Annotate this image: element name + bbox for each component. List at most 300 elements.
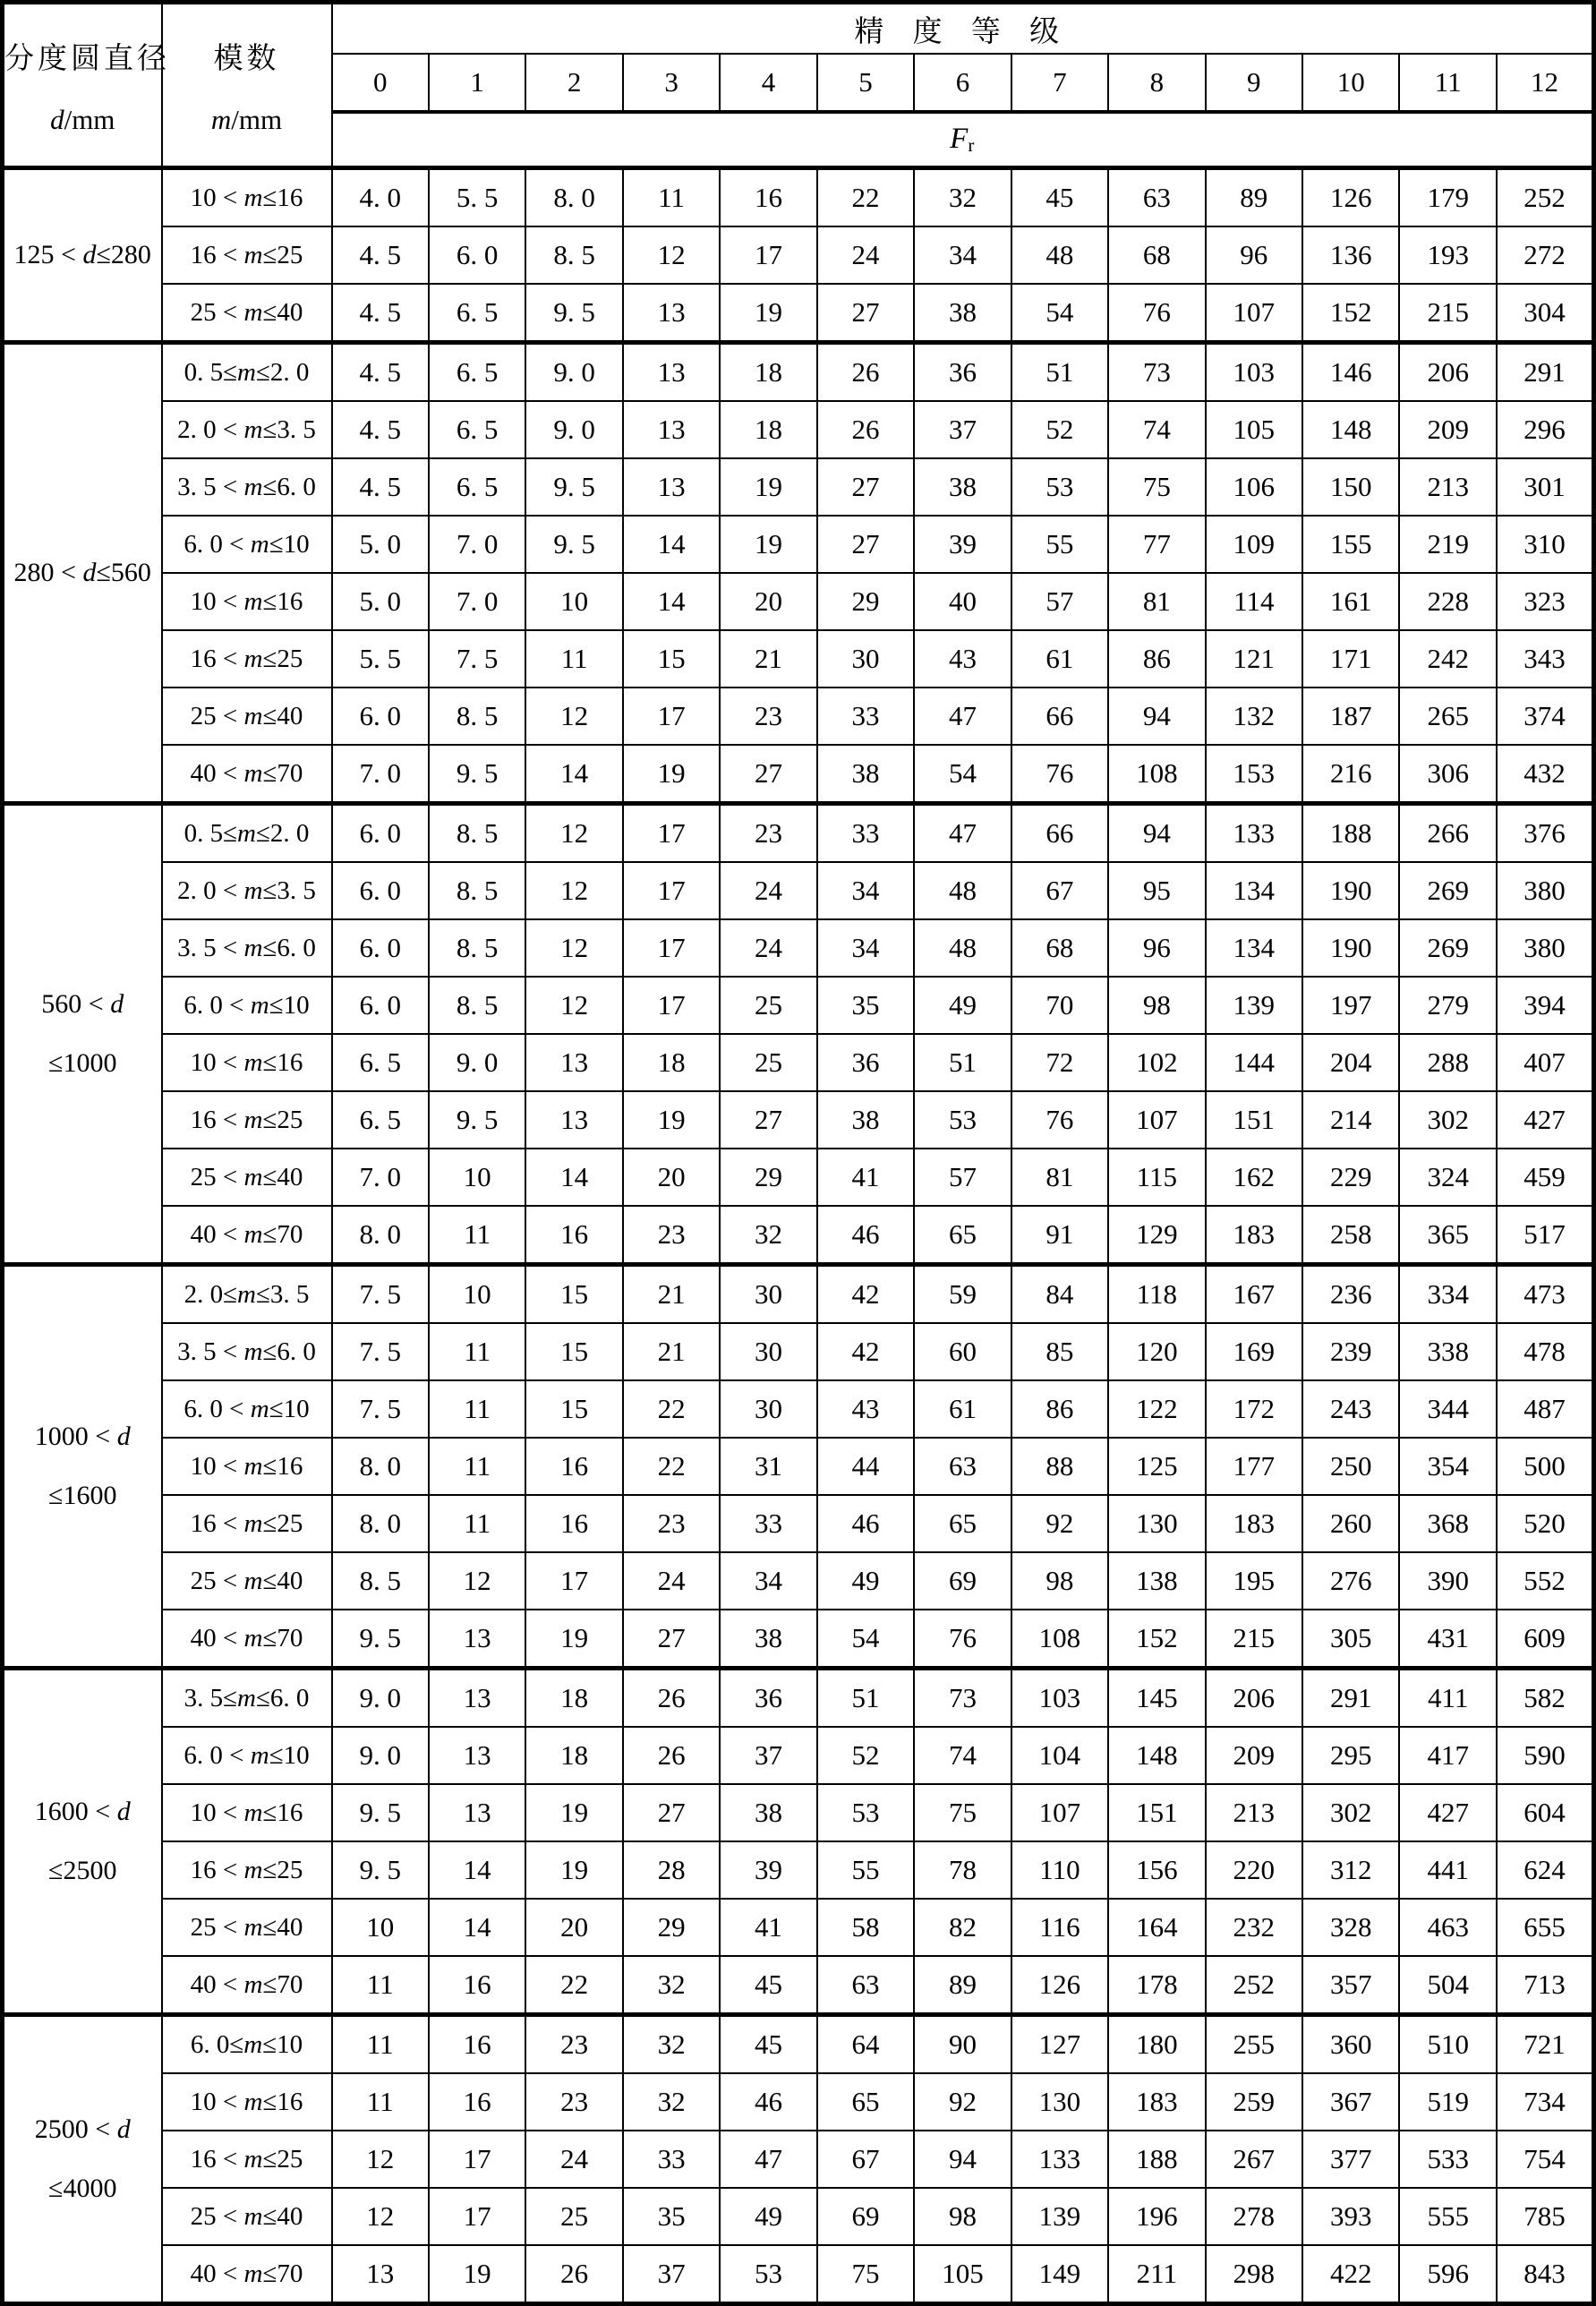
fr-value-cell: 288 [1399, 1034, 1496, 1091]
fr-value-cell: 43 [914, 630, 1011, 688]
fr-value-cell: 228 [1399, 573, 1496, 630]
fr-value-cell: 7. 0 [332, 1149, 429, 1206]
fr-value-cell: 54 [1011, 284, 1108, 343]
fr-value-cell: 96 [1206, 226, 1302, 284]
m-range-cell: 25 < m≤40 [162, 284, 332, 343]
fr-value-cell: 209 [1206, 1727, 1302, 1784]
fr-value-cell: 22 [525, 1956, 622, 2015]
fr-value-cell: 121 [1206, 630, 1302, 688]
table-row [3, 1149, 1594, 1206]
fr-value-cell: 107 [1206, 284, 1302, 343]
fr-value-cell: 180 [1108, 2015, 1205, 2074]
fr-value-cell: 14 [429, 1899, 525, 1956]
fr-value-cell: 38 [817, 1091, 914, 1149]
fr-value-cell: 590 [1497, 1727, 1594, 1784]
fr-value-cell: 368 [1399, 1495, 1496, 1552]
fr-value-cell: 427 [1497, 1091, 1594, 1149]
fr-value-cell: 26 [817, 401, 914, 458]
m-range-cell: 10 < m≤16 [162, 168, 332, 227]
fr-value-cell: 125 [1108, 1438, 1205, 1495]
fr-value-cell: 53 [720, 2245, 816, 2304]
grade-col-header: 9 [1206, 54, 1302, 112]
fr-value-cell: 785 [1497, 2188, 1594, 2245]
fr-value-cell: 58 [817, 1899, 914, 1956]
fr-value-cell: 9. 0 [525, 401, 622, 458]
fr-value-cell: 17 [429, 2188, 525, 2245]
fr-value-cell: 16 [525, 1206, 622, 1265]
m-range-cell: 25 < m≤40 [162, 2188, 332, 2245]
fr-value-cell: 4. 5 [332, 401, 429, 458]
m-range-cell: 25 < m≤40 [162, 688, 332, 745]
fr-value-cell: 13 [429, 1727, 525, 1784]
fr-value-cell: 243 [1302, 1380, 1399, 1438]
fr-value-cell: 54 [817, 1610, 914, 1669]
fr-value-cell: 105 [1206, 401, 1302, 458]
table-row [3, 1438, 1594, 1495]
fr-value-cell: 721 [1497, 2015, 1594, 2074]
fr-value-cell: 139 [1011, 2188, 1108, 2245]
fr-value-cell: 86 [1011, 1380, 1108, 1438]
fr-value-cell: 106 [1206, 458, 1302, 516]
table-row [3, 343, 1594, 402]
fr-value-cell: 242 [1399, 630, 1496, 688]
fr-value-cell: 30 [720, 1265, 816, 1324]
fr-value-cell: 75 [1108, 458, 1205, 516]
table-row [3, 1899, 1594, 1956]
fr-value-cell: 118 [1108, 1265, 1205, 1324]
fr-value-cell: 301 [1497, 458, 1594, 516]
fr-value-cell: 13 [623, 343, 720, 402]
m-range-cell: 40 < m≤70 [162, 1956, 332, 2015]
fr-value-cell: 24 [720, 919, 816, 977]
fr-value-cell: 38 [914, 458, 1011, 516]
fr-value-cell: 29 [623, 1899, 720, 1956]
fr-value-cell: 215 [1206, 1610, 1302, 1669]
fr-value-cell: 12 [332, 2188, 429, 2245]
fr-value-cell: 22 [623, 1380, 720, 1438]
fr-value-cell: 8. 5 [332, 1552, 429, 1610]
table-row [3, 1727, 1594, 1784]
fr-value-cell: 15 [525, 1265, 622, 1324]
fr-value-cell: 47 [720, 2131, 816, 2188]
fr-value-cell: 11 [623, 168, 720, 227]
fr-value-cell: 604 [1497, 1784, 1594, 1841]
fr-value-cell: 7. 5 [332, 1323, 429, 1380]
fr-value-cell: 27 [623, 1784, 720, 1841]
table-row [3, 2073, 1594, 2131]
fr-value-cell: 107 [1108, 1091, 1205, 1149]
fr-value-cell: 4. 5 [332, 343, 429, 402]
fr-value-cell: 74 [1108, 401, 1205, 458]
fr-value-cell: 13 [429, 1784, 525, 1841]
fr-value-cell: 6. 0 [332, 804, 429, 863]
table-row [3, 226, 1594, 284]
fr-value-cell: 64 [817, 2015, 914, 2074]
table-row [3, 1784, 1594, 1841]
fr-value-cell: 37 [623, 2245, 720, 2304]
fr-value-cell: 6. 0 [429, 226, 525, 284]
fr-value-cell: 4. 5 [332, 284, 429, 343]
grade-col-header: 6 [914, 54, 1011, 112]
fr-value-cell: 12 [623, 226, 720, 284]
fr-value-cell: 298 [1206, 2245, 1302, 2304]
fr-value-cell: 70 [1011, 977, 1108, 1034]
fr-value-cell: 65 [914, 1495, 1011, 1552]
fr-value-cell: 843 [1497, 2245, 1594, 2304]
fr-value-cell: 129 [1108, 1206, 1205, 1265]
col-header-diameter [3, 3, 170, 168]
m-range-cell: 10 < m≤16 [162, 1438, 332, 1495]
fr-value-cell: 8. 5 [429, 977, 525, 1034]
fr-value-cell: 94 [1108, 688, 1205, 745]
fr-value-cell: 18 [720, 401, 816, 458]
m-range-cell: 16 < m≤25 [162, 630, 332, 688]
fr-value-cell: 73 [1108, 343, 1205, 402]
table-row [3, 401, 1594, 458]
fr-value-cell: 12 [525, 688, 622, 745]
fr-value-cell: 107 [1011, 1784, 1108, 1841]
fr-value-cell: 57 [914, 1149, 1011, 1206]
fr-value-cell: 149 [1011, 2245, 1108, 2304]
table-row [3, 919, 1594, 977]
fr-value-cell: 103 [1206, 343, 1302, 402]
fr-value-cell: 89 [914, 1956, 1011, 2015]
fr-value-cell: 624 [1497, 1841, 1594, 1899]
fr-value-cell: 136 [1302, 226, 1399, 284]
grade-col-header: 7 [1011, 54, 1108, 112]
fr-value-cell: 25 [720, 977, 816, 1034]
fr-value-cell: 148 [1108, 1727, 1205, 1784]
fr-value-cell: 43 [817, 1380, 914, 1438]
fr-value-cell: 57 [1011, 573, 1108, 630]
fr-value-cell: 151 [1206, 1091, 1302, 1149]
fr-value-cell: 10 [525, 573, 622, 630]
table-row [3, 977, 1594, 1034]
fr-value-cell: 37 [720, 1727, 816, 1784]
diameter-title: 分度圆直径 [4, 42, 170, 75]
fr-value-cell: 148 [1302, 401, 1399, 458]
fr-value-cell: 259 [1206, 2073, 1302, 2131]
fr-value-cell: 19 [525, 1610, 622, 1669]
table-row [3, 1669, 1594, 1728]
fr-value-cell: 10 [429, 1265, 525, 1324]
fr-value-cell: 252 [1497, 168, 1594, 227]
fr-value-cell: 18 [525, 1727, 622, 1784]
fr-value-cell: 51 [914, 1034, 1011, 1091]
table-row [3, 1841, 1594, 1899]
fr-value-cell: 11 [429, 1438, 525, 1495]
fr-value-cell: 196 [1108, 2188, 1205, 2245]
fr-value-cell: 26 [623, 1727, 720, 1784]
table-row [3, 688, 1594, 745]
fr-value-cell: 24 [623, 1552, 720, 1610]
fr-value-cell: 216 [1302, 745, 1399, 804]
m-range-cell: 40 < m≤70 [162, 1610, 332, 1669]
m-range-cell: 40 < m≤70 [162, 745, 332, 804]
fr-value-cell: 213 [1206, 1784, 1302, 1841]
fr-value-cell: 306 [1399, 745, 1496, 804]
fr-value-cell: 27 [720, 745, 816, 804]
grade-col-header: 1 [429, 54, 525, 112]
fr-value-cell: 6. 0 [332, 862, 429, 919]
fr-value-cell: 63 [914, 1438, 1011, 1495]
fr-value-cell: 24 [720, 862, 816, 919]
fr-value-cell: 120 [1108, 1323, 1205, 1380]
fr-value-cell: 14 [429, 1841, 525, 1899]
fr-value-cell: 27 [817, 284, 914, 343]
fr-value-cell: 23 [720, 688, 816, 745]
fr-value-cell: 88 [1011, 1438, 1108, 1495]
d-range-cell: 125 < d≤280 [3, 168, 162, 343]
fr-value-cell: 432 [1497, 745, 1594, 804]
fr-value-cell: 127 [1011, 2015, 1108, 2074]
fr-value-cell: 266 [1399, 804, 1496, 863]
fr-value-cell: 487 [1497, 1380, 1594, 1438]
m-range-cell: 3. 5≤m≤6. 0 [162, 1669, 332, 1728]
table-row [3, 745, 1594, 804]
fr-value-cell: 17 [429, 2131, 525, 2188]
fr-value-cell: 23 [525, 2073, 622, 2131]
fr-value-cell: 7. 0 [429, 573, 525, 630]
fr-value-cell: 39 [914, 516, 1011, 573]
fr-value-cell: 380 [1497, 919, 1594, 977]
fr-value-cell: 393 [1302, 2188, 1399, 2245]
grade-col-header: 2 [525, 54, 622, 112]
table-row [3, 1034, 1594, 1091]
fr-value-cell: 17 [623, 804, 720, 863]
fr-value-cell: 150 [1302, 458, 1399, 516]
fr-value-cell: 126 [1302, 168, 1399, 227]
table-row [3, 1495, 1594, 1552]
fr-value-cell: 11 [332, 2015, 429, 2074]
fr-value-cell: 520 [1497, 1495, 1594, 1552]
fr-value-cell: 34 [817, 919, 914, 977]
fr-value-cell: 53 [1011, 458, 1108, 516]
fr-value-cell: 25 [525, 2188, 622, 2245]
fr-value-cell: 76 [914, 1610, 1011, 1669]
fr-value-cell: 215 [1399, 284, 1496, 343]
fr-value-cell: 9. 5 [525, 284, 622, 343]
fr-value-cell: 139 [1206, 977, 1302, 1034]
fr-value-cell: 122 [1108, 1380, 1205, 1438]
fr-value-cell: 45 [720, 2015, 816, 2074]
fr-value-cell: 519 [1399, 2073, 1496, 2131]
fr-value-cell: 10 [332, 1899, 429, 1956]
table-row [3, 1956, 1594, 2015]
fr-value-cell: 94 [1108, 804, 1205, 863]
fr-value-cell: 38 [720, 1784, 816, 1841]
fr-value-cell: 103 [1011, 1669, 1108, 1728]
fr-value-cell: 146 [1302, 343, 1399, 402]
table-row [3, 2131, 1594, 2188]
fr-value-cell: 9. 5 [429, 745, 525, 804]
table-row [3, 630, 1594, 688]
fr-value-cell: 42 [817, 1323, 914, 1380]
grade-col-header: 0 [332, 54, 429, 112]
table-body [3, 168, 1594, 2304]
fr-value-cell: 41 [817, 1149, 914, 1206]
fr-value-cell: 236 [1302, 1265, 1399, 1324]
table-row [3, 1610, 1594, 1669]
grade-col-header: 4 [720, 54, 816, 112]
fr-value-cell: 75 [817, 2245, 914, 2304]
fr-value-cell: 411 [1399, 1669, 1496, 1728]
fr-value-cell: 85 [1011, 1323, 1108, 1380]
fr-value-cell: 27 [720, 1091, 816, 1149]
m-range-cell: 25 < m≤40 [162, 1149, 332, 1206]
m-range-cell: 16 < m≤25 [162, 1091, 332, 1149]
fr-value-cell: 19 [525, 1841, 622, 1899]
fr-value-cell: 12 [525, 919, 622, 977]
fr-value-cell: 27 [623, 1610, 720, 1669]
fr-value-cell: 92 [1011, 1495, 1108, 1552]
fr-value-cell: 304 [1497, 284, 1594, 343]
fr-value-cell: 14 [623, 573, 720, 630]
fr-value-cell: 54 [914, 745, 1011, 804]
fr-value-cell: 81 [1011, 1149, 1108, 1206]
fr-value-cell: 390 [1399, 1552, 1496, 1610]
fr-value-cell: 258 [1302, 1206, 1399, 1265]
fr-value-cell: 32 [623, 2015, 720, 2074]
m-range-cell: 40 < m≤70 [162, 2245, 332, 2304]
fr-value-cell: 47 [914, 688, 1011, 745]
table-row [3, 1380, 1594, 1438]
fr-value-cell: 15 [623, 630, 720, 688]
fr-value-cell: 6. 0 [332, 919, 429, 977]
fr-value-cell: 427 [1399, 1784, 1496, 1841]
fr-value-cell: 167 [1206, 1265, 1302, 1324]
fr-value-cell: 13 [429, 1669, 525, 1728]
fr-symbol: F [950, 122, 969, 155]
fr-value-cell: 67 [817, 2131, 914, 2188]
fr-value-cell: 206 [1206, 1669, 1302, 1728]
fr-value-cell: 12 [332, 2131, 429, 2188]
fr-value-cell: 59 [914, 1265, 1011, 1324]
fr-value-cell: 179 [1399, 168, 1496, 227]
fr-value-cell: 16 [720, 168, 816, 227]
fr-value-cell: 188 [1108, 2131, 1205, 2188]
grade-col-header: 8 [1108, 54, 1205, 112]
fr-value-cell: 35 [817, 977, 914, 1034]
fr-value-cell: 9. 5 [332, 1841, 429, 1899]
fr-value-cell: 164 [1108, 1899, 1205, 1956]
fr-value-cell: 265 [1399, 688, 1496, 745]
fr-value-cell: 504 [1399, 1956, 1496, 2015]
fr-value-cell: 104 [1011, 1727, 1108, 1784]
fr-value-cell: 38 [914, 284, 1011, 343]
fr-value-cell: 20 [525, 1899, 622, 1956]
fr-value-cell: 407 [1497, 1034, 1594, 1091]
fr-value-cell: 144 [1206, 1034, 1302, 1091]
fr-value-cell: 302 [1302, 1784, 1399, 1841]
fr-value-cell: 734 [1497, 2073, 1594, 2131]
fr-value-cell: 92 [914, 2073, 1011, 2131]
header-row-top [3, 3, 1594, 55]
fr-value-cell: 229 [1302, 1149, 1399, 1206]
fr-value-cell: 6. 5 [429, 458, 525, 516]
fr-value-cell: 209 [1399, 401, 1496, 458]
fr-value-cell: 291 [1497, 343, 1594, 402]
fr-value-cell: 81 [1108, 573, 1205, 630]
fr-value-cell: 16 [429, 1956, 525, 2015]
fr-value-cell: 16 [429, 2015, 525, 2074]
fr-value-cell: 26 [817, 343, 914, 402]
fr-value-cell: 26 [525, 2245, 622, 2304]
fr-value-cell: 7. 0 [332, 745, 429, 804]
fr-value-cell: 324 [1399, 1149, 1496, 1206]
fr-value-cell: 334 [1399, 1265, 1496, 1324]
fr-value-cell: 114 [1206, 573, 1302, 630]
fr-value-cell: 46 [817, 1206, 914, 1265]
fr-value-cell: 52 [1011, 401, 1108, 458]
fr-value-cell: 13 [332, 2245, 429, 2304]
fr-value-cell: 47 [914, 804, 1011, 863]
fr-value-cell: 323 [1497, 573, 1594, 630]
fr-value-cell: 23 [623, 1206, 720, 1265]
fr-value-cell: 95 [1108, 862, 1205, 919]
fr-value-cell: 8. 5 [429, 919, 525, 977]
fr-value-cell: 380 [1497, 862, 1594, 919]
fr-value-cell: 68 [1108, 226, 1205, 284]
fr-value-cell: 152 [1108, 1610, 1205, 1669]
fr-value-cell: 20 [623, 1149, 720, 1206]
fr-subscript: r [968, 134, 975, 157]
fr-value-cell: 96 [1108, 919, 1205, 977]
fr-value-cell: 8. 0 [332, 1438, 429, 1495]
fr-value-cell: 422 [1302, 2245, 1399, 2304]
fr-value-cell: 19 [720, 458, 816, 516]
fr-value-cell: 8. 0 [332, 1495, 429, 1552]
table-row [3, 2245, 1594, 2304]
fr-value-cell: 61 [1011, 630, 1108, 688]
fr-value-cell: 34 [914, 226, 1011, 284]
grade-col-header: 3 [623, 54, 720, 112]
fr-value-cell: 51 [1011, 343, 1108, 402]
fr-value-cell: 11 [332, 2073, 429, 2131]
fr-value-cell: 25 [720, 1034, 816, 1091]
fr-value-cell: 73 [914, 1669, 1011, 1728]
fr-value-cell: 134 [1206, 919, 1302, 977]
fr-value-cell: 21 [623, 1323, 720, 1380]
fr-value-cell: 36 [720, 1669, 816, 1728]
fr-value-cell: 260 [1302, 1495, 1399, 1552]
fr-value-cell: 16 [525, 1495, 622, 1552]
fr-value-cell: 13 [429, 1610, 525, 1669]
fr-value-cell: 9. 0 [525, 343, 622, 402]
fr-value-cell: 13 [623, 401, 720, 458]
fr-value-cell: 463 [1399, 1899, 1496, 1956]
m-range-cell: 2. 0 < m≤3. 5 [162, 401, 332, 458]
fr-value-cell: 17 [525, 1552, 622, 1610]
table-row [3, 2188, 1594, 2245]
table-row [3, 458, 1594, 516]
fr-value-cell: 10 [429, 1149, 525, 1206]
fr-value-cell: 63 [817, 1956, 914, 2015]
fr-value-cell: 46 [720, 2073, 816, 2131]
fr-value-cell: 6. 5 [332, 1034, 429, 1091]
fr-value-cell: 357 [1302, 1956, 1399, 2015]
fr-value-cell: 45 [1011, 168, 1108, 227]
fr-value-cell: 14 [623, 516, 720, 573]
fr-value-cell: 417 [1399, 1727, 1496, 1784]
fr-value-cell: 32 [720, 1206, 816, 1265]
m-range-cell: 0. 5≤m≤2. 0 [162, 343, 332, 402]
fr-value-cell: 23 [623, 1495, 720, 1552]
m-range-cell: 6. 0 < m≤10 [162, 516, 332, 573]
fr-value-cell: 195 [1206, 1552, 1302, 1610]
fr-value-cell: 239 [1302, 1323, 1399, 1380]
fr-value-cell: 13 [623, 284, 720, 343]
